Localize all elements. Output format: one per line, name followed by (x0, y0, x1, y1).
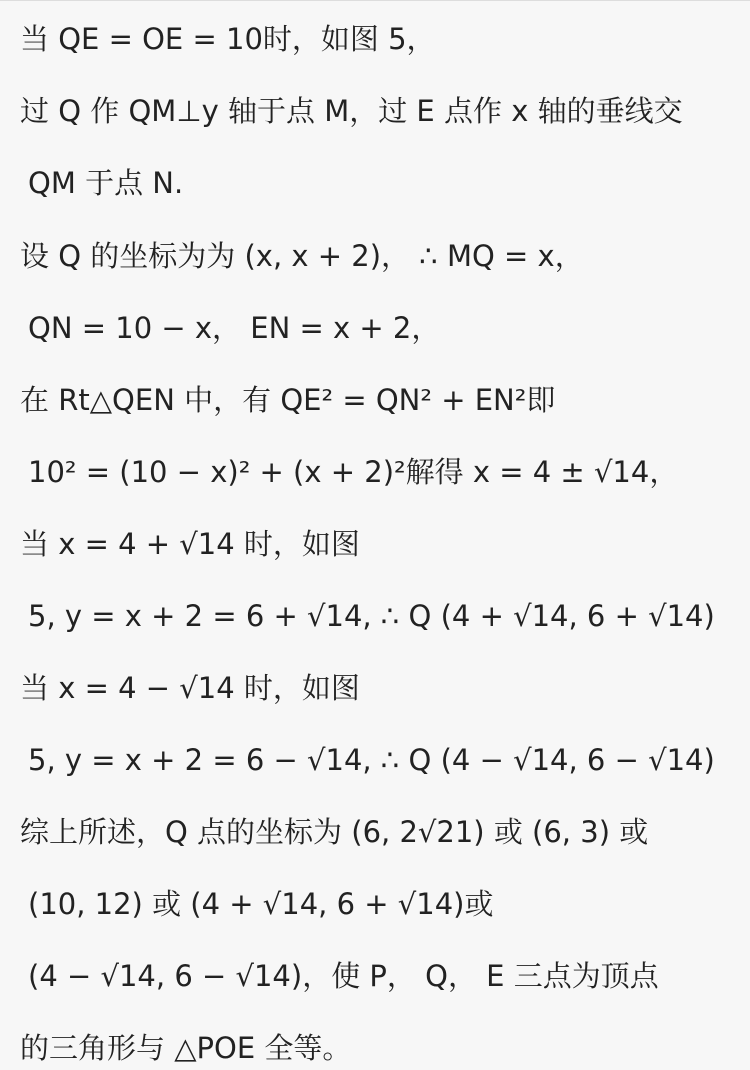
solution-line-3: QM 于点 N. (28, 166, 184, 200)
solution-line-15: 的三角形与 △POE 全等。 (20, 1031, 352, 1065)
solution-line-9: 5, y = x + 2 = 6 + √14, ∴ Q (4 + √14, 6 + √14) (28, 599, 715, 633)
solution-line-4: 设 Q 的坐标为为 (x, x + 2)， ∴ MQ = x， (20, 239, 584, 273)
solution-line-8: 当 x = 4 + √14 时，如图 (20, 527, 360, 561)
solution-line-13: (10, 12) 或 (4 + √14, 6 + √14)或 (28, 887, 494, 921)
solution-line-1: 当 QE = OE = 10时，如图 5， (20, 22, 436, 56)
solution-line-12: 综上所述，Q 点的坐标为 (6, 2√21) 或 (6, 3) 或 (20, 815, 649, 849)
solution-line-14: (4 − √14, 6 − √14)，使 P， Q， E 三点为顶点 (28, 959, 659, 993)
solution-line-5: QN = 10 − x， EN = x + 2， (28, 311, 441, 345)
solution-line-10: 当 x = 4 − √14 时，如图 (20, 671, 360, 705)
solution-line-6: 在 Rt△QEN 中，有 QE² = QN² + EN²即 (20, 383, 556, 417)
solution-line-2: 过 Q 作 QM⊥y 轴于点 M，过 E 点作 x 轴的垂线交 (20, 94, 683, 128)
solution-line-7: 10² = (10 − x)² + (x + 2)²解得 x = 4 ± √14， (28, 455, 679, 489)
solution-line-11: 5, y = x + 2 = 6 − √14, ∴ Q (4 − √14, 6 − √14) (28, 743, 715, 777)
